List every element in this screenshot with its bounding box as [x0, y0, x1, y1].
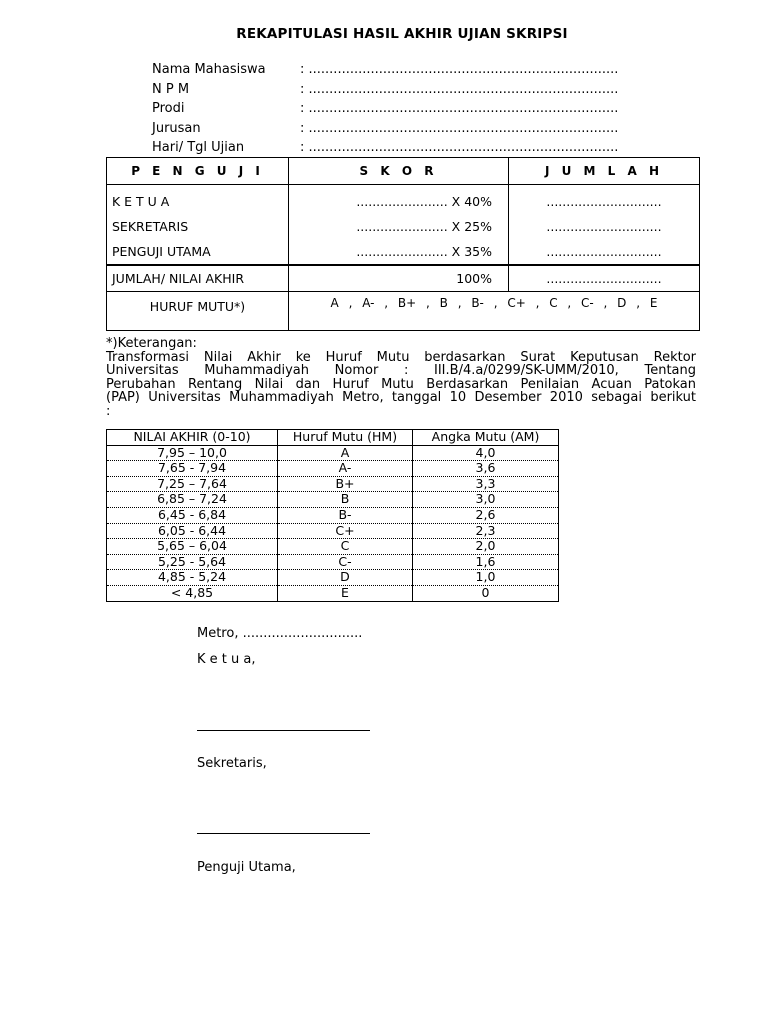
- final-total-cell: [509, 265, 700, 292]
- grade-letter: C: [278, 539, 413, 555]
- final-score: 100%: [456, 271, 492, 286]
- signature-penguji-label: Penguji Utama,: [197, 860, 296, 875]
- grade-letter: A: [278, 445, 413, 461]
- table-row: [107, 523, 559, 539]
- info-value: : ...........................................................................: [300, 140, 619, 155]
- grade-point: 4,0: [413, 445, 559, 461]
- grade-range: < 4,85: [107, 585, 278, 601]
- role-ketua: K E T U A: [112, 194, 170, 209]
- grade-header: Angka Mutu (AM): [413, 430, 559, 446]
- grade-point: 1,0: [413, 570, 559, 586]
- grade-point: 3,6: [413, 461, 559, 477]
- final-total: .............................: [546, 271, 662, 286]
- signature-line-ketua: [197, 730, 370, 731]
- grade-range: 5,25 - 5,64: [107, 554, 278, 570]
- header-jumlah: J U M L A H: [509, 158, 700, 185]
- table-row: [107, 570, 559, 586]
- table-row: [107, 585, 559, 601]
- info-value: : ...........................................................................: [300, 101, 619, 116]
- grade-letter: B-: [278, 507, 413, 523]
- score-ketua: ....................... X 40%: [356, 194, 492, 209]
- info-row-date: [152, 138, 618, 158]
- role-column: [107, 185, 289, 266]
- total-column: [509, 185, 700, 266]
- info-label: Prodi: [152, 101, 185, 116]
- note-line: (PAP) Universitas Muhammadiyah Metro, tanggal 10 Desember 2010 sebagai berikut: [106, 390, 696, 405]
- note-line: Transformasi Nilai Akhir ke Huruf Mutu berdasarkan Surat Keputusan Rektor: [106, 349, 696, 365]
- info-row-npm: [152, 80, 618, 100]
- grade-point: 0: [413, 585, 559, 601]
- note-heading: *)Keterangan:: [106, 336, 197, 351]
- note-line: :: [106, 403, 111, 419]
- grade-range: 7,65 - 7,94: [107, 461, 278, 477]
- final-score-cell: [289, 265, 509, 292]
- final-role-cell: [107, 265, 289, 292]
- grade-range: 6,45 - 6,84: [107, 507, 278, 523]
- signature-ketua-label: K e t u a,: [197, 652, 256, 667]
- document-title: REKAPITULASI HASIL AKHIR UJIAN SKRIPSI: [236, 26, 568, 42]
- info-label: Jurusan: [152, 120, 201, 136]
- huruf-label-cell: [107, 292, 289, 331]
- header-penguji: P E N G U J I: [107, 158, 289, 185]
- note-line: Perubahan Rentang Nilai dan Huruf Mutu Berdasarkan Penilaian Acuan Patokan: [106, 376, 696, 392]
- table-row: [107, 507, 559, 523]
- info-row-name: [152, 60, 618, 80]
- score-sekretaris: ....................... X 25%: [356, 219, 492, 234]
- grade-letter: C+: [278, 523, 413, 539]
- grade-range: 7,95 – 10,0: [107, 445, 278, 461]
- table-row: [107, 554, 559, 570]
- huruf-mutu-options: A , A- , B+ , B , B- , C+ , C , C- , D , E: [330, 296, 658, 310]
- role-sekretaris: SEKRETARIS: [112, 219, 189, 234]
- header-skor: S K O R: [289, 158, 509, 185]
- grade-point: 2,3: [413, 523, 559, 539]
- note-block: [106, 337, 696, 418]
- total-ketua: .............................: [546, 194, 662, 209]
- table-row: [107, 461, 559, 477]
- info-label: N P M: [152, 81, 190, 97]
- grade-point: 1,6: [413, 554, 559, 570]
- info-row-jurusan: [152, 119, 618, 139]
- grade-header: NILAI AKHIR (0-10): [107, 430, 278, 446]
- huruf-mutu-label: HURUF MUTU*): [149, 299, 246, 314]
- grade-range: 7,25 – 7,64: [107, 476, 278, 492]
- score-column: [289, 185, 509, 266]
- grade-point: 3,3: [413, 476, 559, 492]
- info-row-prodi: [152, 99, 618, 119]
- grade-range: 6,85 – 7,24: [107, 492, 278, 508]
- info-value: : ...........................................................................: [300, 81, 619, 97]
- student-info: [152, 60, 618, 158]
- table-row: [107, 476, 559, 492]
- grade-table: [106, 429, 559, 602]
- grade-letter: A-: [278, 461, 413, 477]
- grade-header-row: [107, 430, 559, 446]
- grade-range: 6,05 - 6,44: [107, 523, 278, 539]
- table-row: [107, 492, 559, 508]
- grade-header: Huruf Mutu (HM): [278, 430, 413, 446]
- total-sekretaris: .............................: [546, 219, 662, 234]
- info-value: : ...........................................................................: [300, 62, 619, 77]
- info-label: Hari/ Tgl Ujian: [152, 140, 245, 155]
- huruf-options-cell: [289, 292, 700, 331]
- grade-range: 4,85 - 5,24: [107, 570, 278, 586]
- signature-line-sekretaris: [197, 833, 370, 834]
- table-row: [107, 539, 559, 555]
- grade-letter: C-: [278, 554, 413, 570]
- table-row: [107, 445, 559, 461]
- grade-letter: E: [278, 585, 413, 601]
- final-role: JUMLAH/ NILAI AKHIR: [112, 271, 245, 286]
- role-penguji-utama: PENGUJI UTAMA: [112, 244, 211, 259]
- total-penguji-utama: .............................: [546, 244, 662, 259]
- score-penguji-utama: ....................... X 35%: [356, 244, 492, 259]
- grade-letter: D: [278, 570, 413, 586]
- grade-point: 2,0: [413, 539, 559, 555]
- grade-point: 2,6: [413, 507, 559, 523]
- score-table: [106, 157, 700, 331]
- info-label: Nama Mahasiswa: [152, 62, 266, 77]
- grade-point: 3,0: [413, 492, 559, 508]
- note-line: Universitas Muhammadiyah Nomor : III.B/4.a/0299/SK-UMM/2010, Tentang: [106, 363, 696, 378]
- grade-letter: B: [278, 492, 413, 508]
- grade-letter: B+: [278, 476, 413, 492]
- grade-range: 5,65 – 6,04: [107, 539, 278, 555]
- place-date: Metro, .............................: [197, 626, 363, 641]
- info-value: : ...........................................................................: [300, 120, 619, 136]
- signature-sekretaris-label: Sekretaris,: [197, 756, 267, 771]
